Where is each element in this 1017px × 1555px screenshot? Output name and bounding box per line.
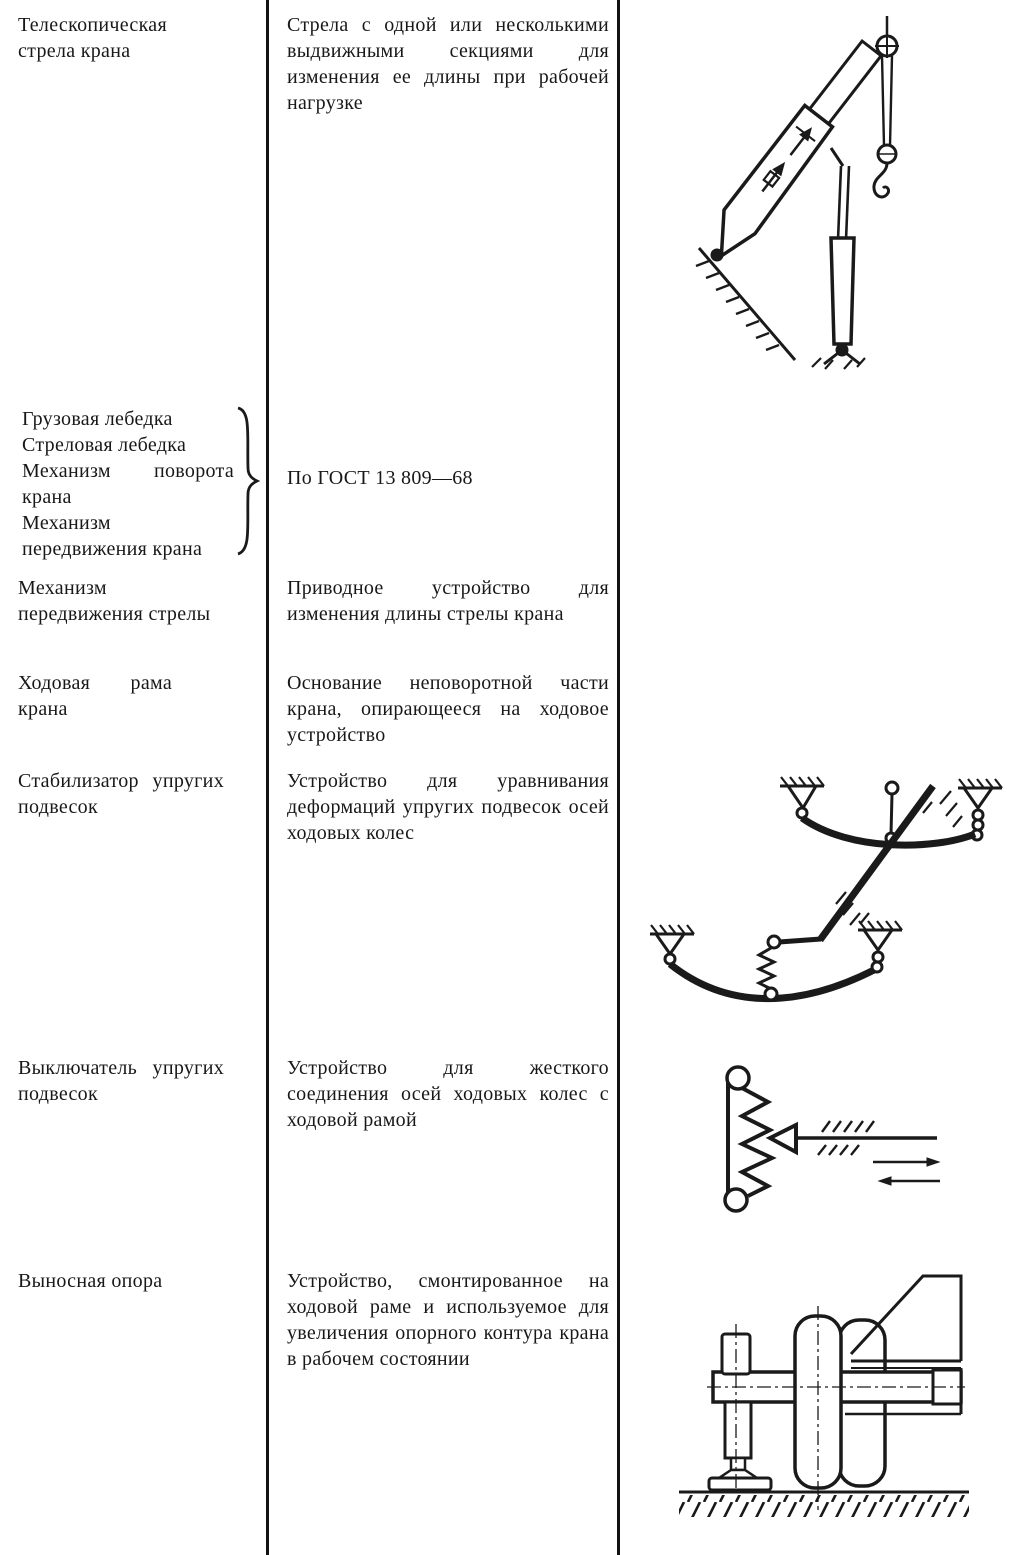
suspension-stabilizer-figure: [640, 772, 1010, 1042]
definition-suspension-stabilizer: Устройство для уравнивания деформаций упругих подвесок осей ходовых колес: [287, 770, 609, 844]
suspension-lockout-figure: [690, 1058, 960, 1223]
definition-boom-travel-mechanism: Приводное устройство для изменения длины стрелы крана: [287, 577, 609, 625]
term-group-mechanisms: [22, 406, 234, 562]
term-slewing-mechanism: Механизм поворота крана: [22, 460, 234, 508]
suspension-lockout-spring-diagram-icon: [690, 1058, 960, 1223]
outrigger-figure: [655, 1262, 1010, 1547]
curly-brace-icon: [234, 404, 260, 558]
definition-suspension-lockout: Устройство для жесткого соединения осей ходовых колес с ходовой рамой: [287, 1057, 609, 1131]
outrigger-support-diagram-icon: [655, 1262, 1010, 1547]
term-boom-travel-mechanism: Механизм передвижения стрелы: [18, 577, 211, 625]
term-suspension-lockout: Выключатель упругих подвесок: [18, 1057, 224, 1105]
term-chassis-frame: Ходовая рама крана: [18, 672, 172, 720]
definition-telescopic-boom: Стрела с одной или несколькими выдвижными секциями для изменения ее длины при рабочей нагрузке: [287, 14, 609, 114]
axle-suspension-stabilizer-diagram-icon: [640, 772, 1010, 1042]
term-outrigger: Выносная опора: [18, 1270, 163, 1292]
term-suspension-stabilizer: Стабилизатор упругих подвесок: [18, 770, 224, 818]
terms-definitions-divider-line: [266, 0, 269, 1555]
term-telescopic-boom: Телескопическая стрела крана: [18, 14, 167, 62]
term-boom-winch: Стреловая лебедка: [22, 434, 187, 456]
telescopic-boom-figure: [695, 8, 975, 373]
term-load-winch: Грузовая лебедка: [22, 408, 173, 430]
telescopic-boom-diagram-icon: [695, 8, 975, 373]
definition-gost-reference: По ГОСТ 13 809—68: [287, 467, 473, 489]
term-group-brace: [234, 404, 260, 558]
definition-chassis-frame: Основание неповоротной части крана, опирающееся на ходовое устройство: [287, 672, 609, 746]
definition-outrigger: Устройство, смонтированное на ходовой раме и используемое для увеличения опорного контура крана в рабочем состоянии: [287, 1270, 609, 1370]
term-travel-mechanism: Механизм передвижения крана: [22, 512, 203, 560]
definitions-figures-divider-line: [617, 0, 620, 1555]
